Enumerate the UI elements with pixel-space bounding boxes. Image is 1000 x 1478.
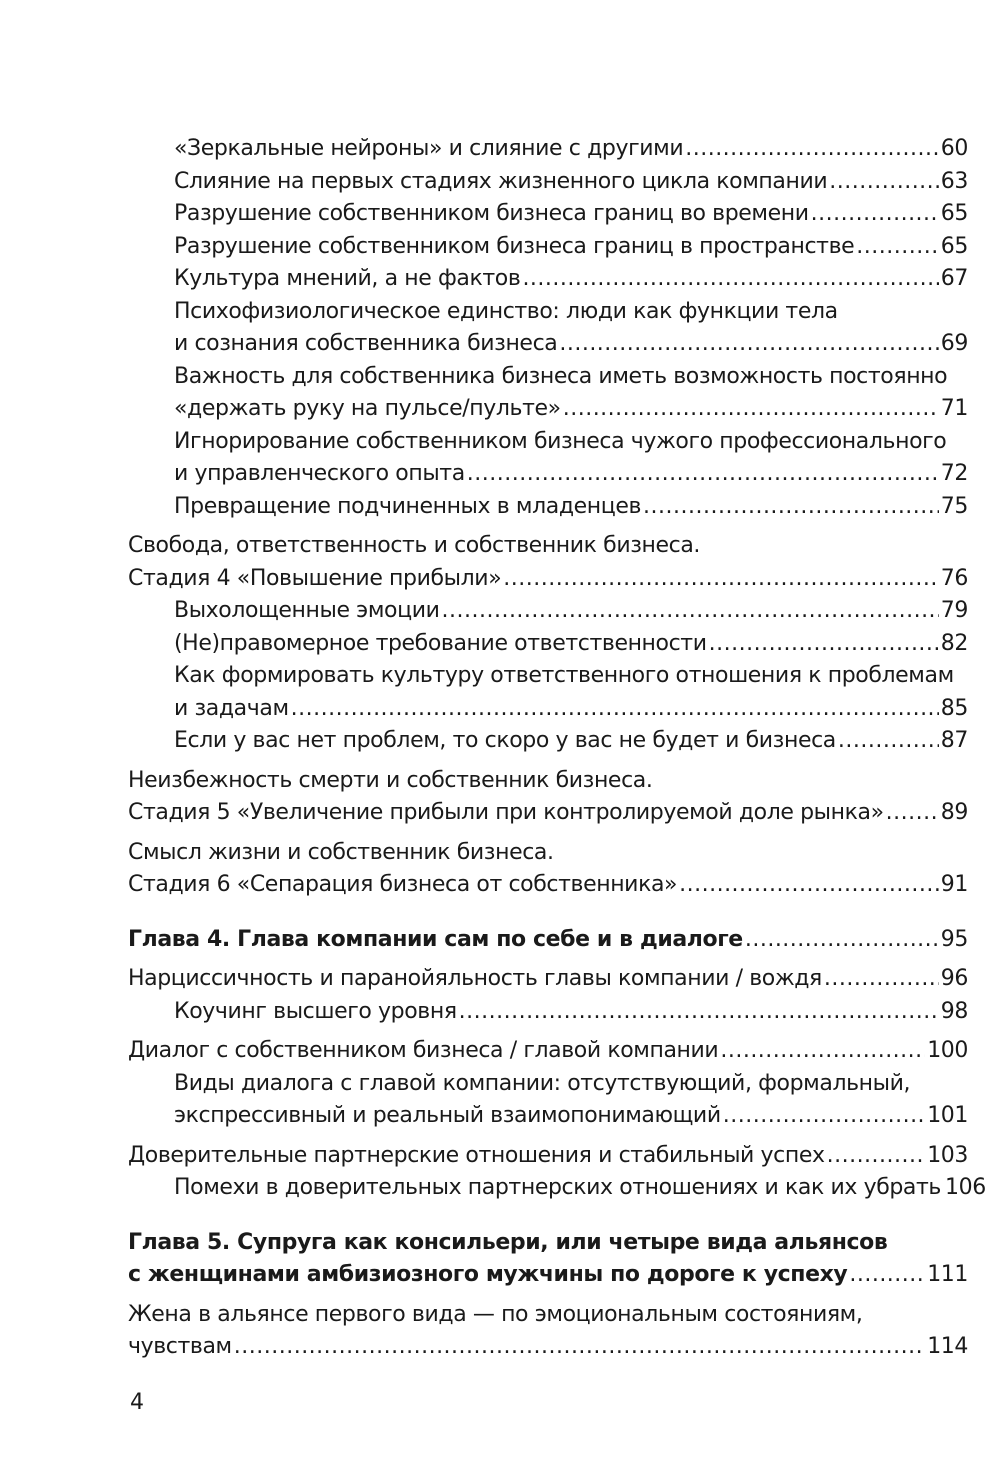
toc-entry-title: и управленческого опыта bbox=[174, 461, 465, 486]
toc-entry-title-line: Неизбежность смерти и собственник бизнеса. bbox=[128, 767, 653, 793]
toc-entry-title: Стадия 5 «Увеличение прибыли при контролируемой доле рынка» bbox=[128, 800, 884, 825]
toc-entry-title: и задачам bbox=[174, 695, 289, 721]
toc-chapter-title: с женщинами амбизиозного мужчины по дороге к успеху bbox=[128, 1262, 848, 1287]
toc-entry-title: «Зеркальные нейроны» и слияние с другими bbox=[174, 136, 684, 161]
toc-entry[interactable] bbox=[128, 595, 968, 628]
toc-entry-page: 111 bbox=[927, 1262, 968, 1287]
toc-entry-page: 60 bbox=[940, 136, 968, 161]
leader-dots bbox=[685, 133, 939, 166]
leader-dots bbox=[503, 563, 939, 596]
toc-entry[interactable] bbox=[128, 296, 968, 361]
toc-entry-title: Диалог с собственником бизнеса / главой компании bbox=[128, 1038, 719, 1063]
toc-entry-title: (Не)правомерное требование ответственности bbox=[174, 630, 707, 656]
toc-entry-title-line: Важность для собственника бизнеса иметь возможность постоянно bbox=[174, 363, 948, 389]
toc-entry[interactable] bbox=[128, 1035, 968, 1068]
toc-entry-title: Стадия 6 «Сепарация бизнеса от собственника» bbox=[128, 872, 678, 897]
toc-entry-page: 114 bbox=[927, 1334, 968, 1359]
leader-dots bbox=[824, 963, 939, 996]
toc-entry[interactable] bbox=[128, 198, 968, 231]
toc-entry-title: Доверительные партнерские отношения и стабильный успех bbox=[128, 1142, 825, 1168]
leader-dots bbox=[234, 1331, 925, 1364]
toc-entry-title: и сознания собственника бизнеса bbox=[174, 331, 558, 356]
toc-entry[interactable] bbox=[128, 491, 968, 524]
toc-entry-title: «держать руку на пульсе/пульте» bbox=[174, 396, 561, 421]
toc-entry[interactable] bbox=[128, 1140, 968, 1173]
toc-entry-page: 82 bbox=[940, 630, 968, 656]
toc-chapter-entry[interactable] bbox=[128, 1227, 968, 1292]
toc-chapter-title-line: Глава 5. Супруга как консильери, или четыре вида альянсов bbox=[128, 1229, 888, 1255]
toc-entry[interactable] bbox=[128, 1172, 986, 1205]
toc-entry-page: 69 bbox=[940, 331, 968, 356]
toc-entry-page: 95 bbox=[940, 926, 968, 952]
toc-entry-page: 67 bbox=[940, 266, 968, 291]
leader-dots bbox=[829, 166, 939, 199]
toc-entry[interactable] bbox=[128, 963, 968, 996]
toc-entry[interactable] bbox=[128, 231, 968, 264]
toc-entry[interactable] bbox=[128, 133, 968, 166]
toc-entry[interactable] bbox=[128, 837, 968, 902]
table-of-contents bbox=[128, 133, 986, 1364]
toc-entry[interactable] bbox=[128, 263, 968, 296]
toc-entry-title: Помехи в доверительных партнерских отношениях и как их убрать bbox=[174, 1175, 941, 1200]
toc-entry-page: 75 bbox=[940, 493, 968, 519]
toc-entry-page: 72 bbox=[940, 461, 968, 486]
toc-entry-title: Коучинг высшего уровня bbox=[174, 998, 457, 1024]
toc-entry-page: 98 bbox=[940, 998, 968, 1024]
toc-chapter-entry[interactable] bbox=[128, 924, 968, 957]
toc-entry-page: 89 bbox=[940, 800, 968, 825]
leader-dots bbox=[643, 491, 939, 524]
toc-entry-title: Культура мнений, а не фактов bbox=[174, 266, 521, 291]
leader-dots bbox=[563, 393, 939, 426]
toc-entry-page: 79 bbox=[940, 598, 968, 623]
leader-dots bbox=[467, 458, 939, 491]
leader-dots bbox=[459, 996, 939, 1029]
toc-entry-page: 65 bbox=[940, 233, 968, 259]
page-number: 4 bbox=[130, 1390, 144, 1415]
leader-dots bbox=[886, 797, 939, 830]
leader-dots bbox=[856, 231, 939, 264]
toc-entry-title: Превращение подчиненных в младенцев bbox=[174, 493, 642, 519]
toc-entry[interactable] bbox=[128, 660, 968, 725]
toc-entry[interactable] bbox=[128, 725, 968, 758]
leader-dots bbox=[849, 1259, 925, 1292]
toc-entry-page: 76 bbox=[940, 565, 968, 591]
toc-entry-title-line: Игнорирование собственником бизнеса чужого профессионального bbox=[174, 428, 947, 454]
toc-entry-title-line: Свобода, ответственность и собственник бизнеса. bbox=[128, 533, 701, 558]
toc-entry-page: 71 bbox=[940, 396, 968, 421]
leader-dots bbox=[442, 595, 939, 628]
leader-dots bbox=[720, 1035, 925, 1068]
toc-entry-page: 103 bbox=[927, 1142, 968, 1168]
toc-entry-title-line: Жена в альянсе первого вида — по эмоциональным состояниям, bbox=[128, 1301, 863, 1327]
leader-dots bbox=[679, 869, 939, 902]
toc-entry-title: Слияние на первых стадиях жизненного цикла компании bbox=[174, 168, 828, 194]
toc-entry-page: 91 bbox=[940, 872, 968, 897]
toc-entry-page: 85 bbox=[940, 695, 968, 721]
toc-entry[interactable] bbox=[128, 166, 968, 199]
toc-chapter-title: Глава 4. Глава компании сам по себе и в диалоге bbox=[128, 926, 743, 952]
toc-entry[interactable] bbox=[128, 996, 968, 1029]
toc-entry-page: 65 bbox=[940, 201, 968, 226]
leader-dots bbox=[811, 198, 939, 231]
toc-entry-title-line: Смысл жизни и собственник бизнеса. bbox=[128, 839, 554, 865]
toc-entry[interactable] bbox=[128, 1299, 968, 1364]
leader-dots bbox=[827, 1140, 926, 1173]
leader-dots bbox=[522, 263, 938, 296]
toc-entry[interactable] bbox=[128, 426, 968, 491]
toc-entry[interactable] bbox=[128, 1068, 968, 1133]
toc-entry[interactable] bbox=[128, 765, 968, 830]
toc-entry-title-line: Виды диалога с главой компании: отсутствующий, формальный, bbox=[174, 1070, 911, 1096]
toc-entry-page: 87 bbox=[940, 728, 968, 753]
toc-entry-title: Стадия 4 «Повышение прибыли» bbox=[128, 565, 502, 591]
toc-entry-page: 101 bbox=[927, 1103, 968, 1128]
toc-entry[interactable] bbox=[128, 628, 968, 661]
leader-dots bbox=[291, 693, 939, 726]
toc-entry-title-line: Психофизиологическое единство: люди как функции тела bbox=[174, 298, 838, 324]
toc-entry-page: 100 bbox=[927, 1038, 968, 1063]
toc-entry-page: 63 bbox=[940, 168, 968, 194]
toc-entry-title: Если у вас нет проблем, то скоро у вас не будет и бизнеса bbox=[174, 728, 836, 753]
leader-dots bbox=[838, 725, 939, 758]
toc-entry-title: Разрушение собственником бизнеса границ в пространстве bbox=[174, 233, 855, 259]
leader-dots bbox=[745, 924, 939, 957]
toc-entry-page: 96 bbox=[940, 966, 968, 991]
toc-entry[interactable] bbox=[128, 361, 968, 426]
leader-dots bbox=[709, 628, 939, 661]
leader-dots bbox=[559, 328, 938, 361]
toc-entry-page: 106 bbox=[945, 1175, 986, 1200]
toc-entry-title: Разрушение собственником бизнеса границ во времени bbox=[174, 201, 809, 226]
leader-dots bbox=[723, 1100, 925, 1133]
toc-entry-title: Нарциссичность и паранойяльность главы компании / вождя bbox=[128, 966, 822, 991]
toc-entry-title: Выхолощенные эмоции bbox=[174, 598, 440, 623]
toc-entry-title: чувствам bbox=[128, 1334, 232, 1359]
toc-entry-title-line: Как формировать культуру ответственного отношения к проблемам bbox=[174, 663, 954, 688]
toc-entry[interactable] bbox=[128, 530, 968, 595]
toc-entry-title: экспрессивный и реальный взаимопонимающий bbox=[174, 1103, 721, 1128]
